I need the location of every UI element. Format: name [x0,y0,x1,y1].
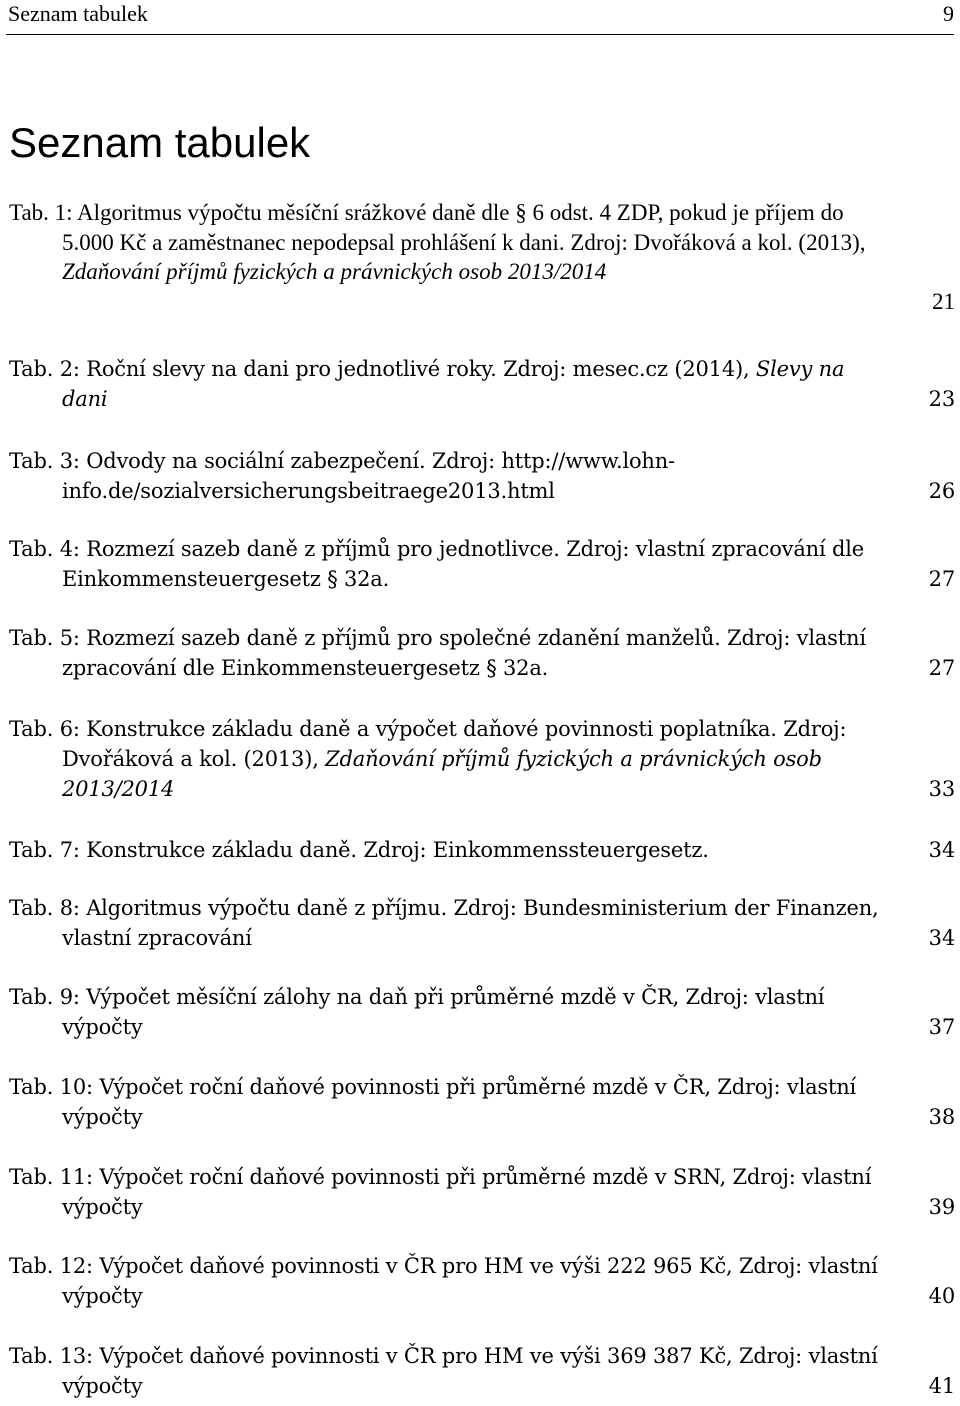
toc-entry-text: Tab. 2: Roční slevy na dani pro jednotlivé roky. Zdroj: mesec.cz (2014), [9,357,756,381]
toc-entry-text: Tab. 3: Odvody na sociální zabezpečení. Zdroj: http://www.lohn-info.de/sozialversicherungsbeitraege2013.html [9,449,675,503]
toc-entry-italic-title: Zdaňování příjmů fyzických a právnických osob 2013/2014 [62,747,822,801]
running-header [6,0,954,35]
toc-entry-italic-title: Zdaňování příjmů fyzických a právnických osob 2013/2014 [62,259,607,284]
toc-entry-text: Tab. 8: Algoritmus výpočtu daně z příjmu. Zdroj: Bundesministerium der Finanzen, vlastní zpracování [9,896,879,950]
toc-entry-page: 33 [928,777,955,801]
toc-entry-italic-title: Slevy na dani [62,357,845,411]
toc-entry-page: 38 [928,1105,955,1129]
toc-entry-page: 34 [928,838,955,862]
toc-entry-page: 21 [932,289,955,314]
toc-entry-4[interactable] [9,534,955,594]
toc-entry-11[interactable] [9,1162,955,1222]
toc-entry-page: 41 [928,1374,955,1398]
running-header-title: Seznam tabulek [8,1,148,26]
toc-entry-text: Tab. 9: Výpočet měsíční zálohy na daň při průměrné mzdě v ČR, Zdroj: vlastní výpočty [9,985,825,1039]
toc-entry-text: Tab. 4: Rozmezí sazeb daně z příjmů pro jednotlivce. Zdroj: vlastní zpracování dle Einkommensteuergesetz § 32a. [9,537,864,591]
toc-entry-page: 37 [928,1015,955,1039]
page-title: Seznam tabulek [9,119,311,166]
toc-entry-page: 40 [928,1284,955,1308]
toc-entry-9[interactable] [9,982,955,1042]
toc-entry-3[interactable] [9,446,955,506]
toc-entry-text: Tab. 11: Výpočet roční daňové povinnosti při průměrné mzdě v SRN, Zdroj: vlastní výpočty [9,1165,872,1219]
toc-entry-10[interactable] [9,1072,955,1132]
toc-entry-13[interactable] [9,1341,955,1401]
toc-entry-page: 26 [928,479,955,503]
toc-entry-text: Tab. 1: Algoritmus výpočtu měsíční srážkové daně dle § 6 odst. 4 ZDP, pokud je příjem do 5.000 Kč a zaměstnanec nepodepsal prohlášení k dani. Zdroj: Dvořáková a kol. (2013), [9,200,866,255]
toc-entry-2[interactable] [9,354,955,414]
toc-entry-text: Tab. 13: Výpočet daňové povinnosti v ČR pro HM ve výši 369 387 Kč, Zdroj: vlastní výpočty [9,1344,878,1398]
toc-entry-page: 34 [928,926,955,950]
toc-entry-text: Tab. 10: Výpočet roční daňové povinnosti při průměrné mzdě v ČR, Zdroj: vlastní výpočty [9,1075,857,1129]
toc-entry-5[interactable] [9,623,955,683]
toc-entry-12[interactable] [9,1251,955,1311]
running-header-page-number: 9 [943,1,954,26]
toc-entry-text: Tab. 7: Konstrukce základu daně. Zdroj: Einkommenssteuergesetz. [9,838,709,862]
toc-entry-8[interactable] [9,893,955,953]
toc-entry-text: Tab. 12: Výpočet daňové povinnosti v ČR pro HM ve výši 222 965 Kč, Zdroj: vlastní výpočty [9,1254,878,1308]
toc-entry-1[interactable] [9,198,955,317]
toc-entry-6[interactable] [9,714,955,804]
toc-entry-page: 39 [928,1195,955,1219]
toc-entry-page: 23 [928,387,955,411]
toc-entry-7[interactable] [9,835,955,865]
toc-entry-page: 27 [928,656,955,680]
toc-entry-text: Tab. 6: Konstrukce základu daně a výpočet daňové povinnosti poplatníka. Zdroj: Dvořáková a kol. (2013), [9,717,847,771]
toc-entry-page: 27 [928,567,955,591]
toc-entry-text: Tab. 5: Rozmezí sazeb daně z příjmů pro společné zdanění manželů. Zdroj: vlastní zpracování dle Einkommensteuergesetz § 32a. [9,626,866,680]
